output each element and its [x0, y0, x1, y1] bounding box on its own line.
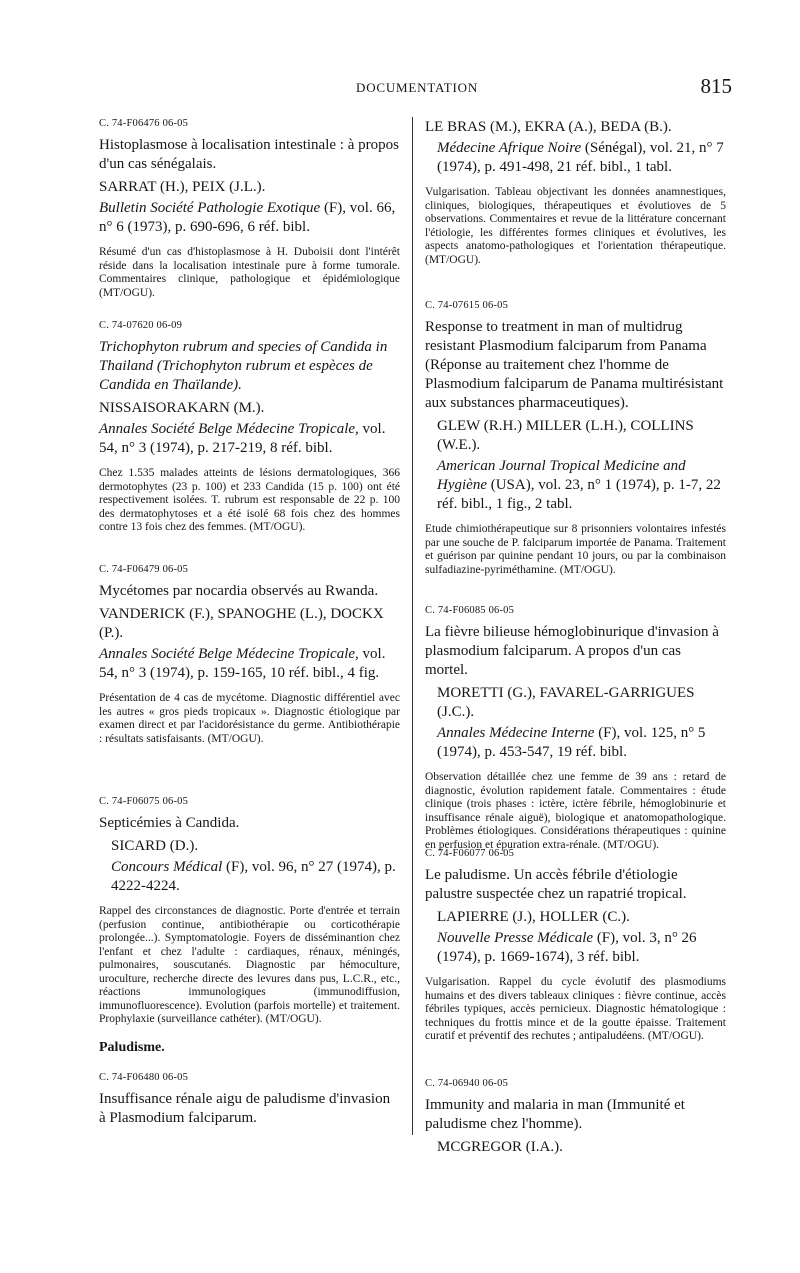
entry-reference	[99, 199, 400, 237]
entry-title: Response to treatment in man of multidrug resistant Plasmodium falciparum from Panama (Réponse au traitement chez l'homme de Plasmodium falciparum de Panama multirésistant aux substances pharmaceutiques).	[425, 319, 724, 411]
entry-title: Mycétomes par nocardia observés au Rwanda.	[99, 583, 379, 599]
right-column	[425, 118, 726, 1159]
entry-title: Immunity and malaria in man (Immunité et paludisme chez l'homme).	[425, 1097, 685, 1132]
journal-name: American Journal Tropical Medicine and Hygiène	[437, 458, 686, 493]
entry-reference	[99, 420, 400, 458]
abstract-entry	[99, 320, 400, 564]
journal-details: vol. 54, n° 3 (1974), p. 217-219, 8 réf. bibl.	[99, 421, 386, 456]
entry-summary: Rappel des circonstances de diagnostic. Porte d'entrée et terrain (perfusion continue, antibiothérapie ou corticothérapie prolongée...). Symptomatologie. Foyers de disséminantion chez l'enfant et chez l'adulte : cardiaques, rénaux, méningés, pulmonaires, souscutanés. Diagnostic par hémoculture, uroculture, recherche directe des levures dans pus, L.C.R., etc., réactions immunologiques (immunodiffusion, immunofluorescence). Evolution (parfois mortelle) et traitement. Prophylaxie (surveillance cathéter). (MT/OGU).	[99, 905, 400, 1025]
entry-authors: GLEW (R.H.) MILLER (L.H.), COLLINS (W.E.).	[437, 418, 694, 453]
journal-name: Concours Médical	[111, 859, 223, 875]
journal-details: (F), vol. 96, n° 27 (1974), p. 4222-4224.	[111, 859, 396, 894]
entry-authors: VANDERICK (F.), SPANOGHE (L.), DOCKX (P.).	[99, 606, 384, 641]
entry-summary: Vulgarisation. Tableau objectivant les données anamnestiques, cliniques, biologiques, thérapeutiques et évolutioves de 5 observations. Commentaires et revue de la littérature concernant l'étiologie, les différentes formes cliniques et évolutives, les aspects anatomo-pathologiques et l'orientation thérapeutique. (MT/OGU).	[425, 186, 726, 266]
entry-reference	[99, 858, 400, 896]
page-header	[96, 74, 732, 104]
entry-authors: LAPIERRE (J.), HOLLER (C.).	[437, 909, 630, 925]
entry-reference	[425, 929, 726, 967]
journal-details: (F), vol. 66, n° 6 (1973), p. 690-696, 6 réf. bibl.	[99, 200, 396, 235]
entry-code: C. 74-06940 06-05	[425, 1078, 509, 1089]
abstract-entry	[99, 118, 400, 320]
entry-summary: Etude chimiothérapeutique sur 8 prisonniers volontaires infestés par une souche de P. falciparum importée de Panama. Traitement et guérison par quinine pendant 10 jours, ou par la combinaison sulfadiazine-pyriméthamine. (MT/OGU).	[425, 523, 726, 576]
journal-name: Médecine Afrique Noire	[437, 140, 582, 156]
journal-name: Nouvelle Presse Médicale	[437, 930, 594, 946]
entry-summary: Résumé d'un cas d'histoplasmose à H. Duboisii dont l'intérêt réside dans la localisation intestinale pure à forme tumorale. Commentaires clinique, pathologique et épidémiologique (MT/OGU).	[99, 246, 400, 299]
entry-code: C. 74-07615 06-05	[425, 300, 509, 311]
abstract-entry-continued	[425, 118, 726, 300]
entry-authors: SICARD (D.).	[111, 838, 199, 854]
journal-details: (F), vol. 3, n° 26 (1974), p. 1669-1674), 3 réf. bibl.	[437, 930, 697, 965]
entry-code: C. 74-F06476 06-05	[99, 118, 189, 129]
journal-name: Bulletin Société Pathologie Exotique	[99, 200, 321, 216]
entry-title: La fièvre bilieuse hémoglobinurique d'invasion à plasmodium falciparum. A propos d'un cas mortel.	[425, 624, 719, 678]
entry-authors: MCGREGOR (I.A.).	[437, 1139, 563, 1155]
entry-reference	[425, 724, 726, 762]
abstract-entry	[99, 1072, 400, 1128]
abstract-entry	[425, 605, 726, 851]
journal-name: Annales Médecine Interne	[437, 725, 595, 741]
page-number: 815	[700, 74, 732, 98]
entry-code: C. 74-F06077 06-05	[425, 848, 515, 859]
entry-summary: Présentation de 4 cas de mycétome. Diagnostic différentiel avec les autres « gros pieds tropicaux ». Diagnostic étiologique par examen direct et par l'acidorésistance du germe. Antibiothérapie : résultats satisfaisants. (MT/OGU).	[99, 692, 400, 745]
entry-summary: Vulgarisation. Rappel du cycle évolutif des plasmodiums humains et des divers tableaux cliniques : fièvre continue, accès fébriles typiques, accès pernicieux. Diagnostic hématologique : techniques du frottis mince et de la goutte épaisse. Traitement curatif et préventif des rechutes ; antipaludéens. (MT/OGU).	[425, 976, 726, 1042]
entry-title: Insuffisance rénale aigu de paludisme d'invasion à Plasmodium falciparum.	[99, 1091, 391, 1126]
entry-reference	[99, 645, 400, 683]
entry-code: C. 74-F06480 06-05	[99, 1072, 189, 1083]
journal-details: (USA), vol. 23, n° 1 (1974), p. 1-7, 22 réf. bibl., 1 fig., 2 tabl.	[437, 477, 721, 512]
entry-reference	[425, 457, 726, 514]
entry-code: C. 74-F06075 06-05	[99, 796, 189, 807]
left-column	[99, 118, 400, 1132]
abstract-entry	[425, 1078, 726, 1157]
entry-authors: SARRAT (H.), PEIX (J.L.).	[99, 179, 266, 195]
entry-authors: MORETTI (G.), FAVAREL-GARRIGUES (J.C.).	[437, 685, 695, 720]
running-title: DOCUMENTATION	[356, 80, 479, 95]
journal-name: Annales Société Belge Médecine Tropicale,	[99, 646, 359, 662]
journal-details: (F), vol. 125, n° 5 (1974), p. 453-547, 19 réf. bibl.	[437, 725, 706, 760]
journal-name: Annales Société Belge Médecine Tropicale,	[99, 421, 359, 437]
entry-summary: Chez 1.535 malades atteints de lésions dermatologiques, 366 dermotophytes (23 p. 100) et 233 Candida (15 p. 100) ont été respectivement isolées. T. rubrum est responsable de 22 p. 100 des dermatophytoses et a été isolé 68 fois chez des hommes contre 13 fois chez des femmes. (MT/OGU).	[99, 467, 400, 533]
abstract-entry	[425, 300, 726, 605]
entry-title: Septicémies à Candida.	[99, 815, 240, 831]
journal-details: vol. 54, n° 3 (1974), p. 159-165, 10 réf. bibl., 4 fig.	[99, 646, 386, 681]
section-heading: Paludisme.	[99, 1040, 165, 1055]
entry-code: C. 74-F06085 06-05	[425, 605, 515, 616]
entry-authors: NISSAISORAKARN (M.).	[99, 400, 265, 416]
abstract-entry	[99, 564, 400, 796]
journal-details: (Sénégal), vol. 21, n° 7 (1974), p. 491-498, 21 réf. bibl., 1 tabl.	[437, 140, 724, 175]
entry-code: C. 74-F06479 06-05	[99, 564, 189, 575]
abstract-entry	[99, 796, 400, 1040]
entry-title: Le paludisme. Un accès fébrile d'étiologie palustre suspectée chez un rapatrié tropical.	[425, 867, 687, 902]
column-divider	[412, 117, 413, 1135]
entry-authors: LE BRAS (M.), EKRA (A.), BEDA (B.).	[425, 119, 672, 135]
entry-title: Histoplasmose à localisation intestinale : à propos d'un cas sénégalais.	[99, 137, 399, 172]
entry-reference	[425, 139, 726, 177]
abstract-entry	[425, 848, 726, 1078]
entry-summary: Observation détaillée chez une femme de 39 ans : retard de diagnostic, évolution rapidement fatale. Commentaires : étude clinique (trois phases : ictère, ictère fébrile, hémoglobinurie et insuffisance rénale aiguë), biologique et anatomopathologique. Problèmes étiologiques. Considérations thérapeutiques : quinine en perfusion et épuration extra-rénale. (MT/OGU).	[425, 771, 726, 851]
entry-title: Trichophyton rubrum and species of Candida in Thailand (Trichophyton rubrum et espèces de Candida en Thaïlande).	[99, 339, 388, 393]
entry-code: C. 74-07620 06-09	[99, 320, 183, 331]
